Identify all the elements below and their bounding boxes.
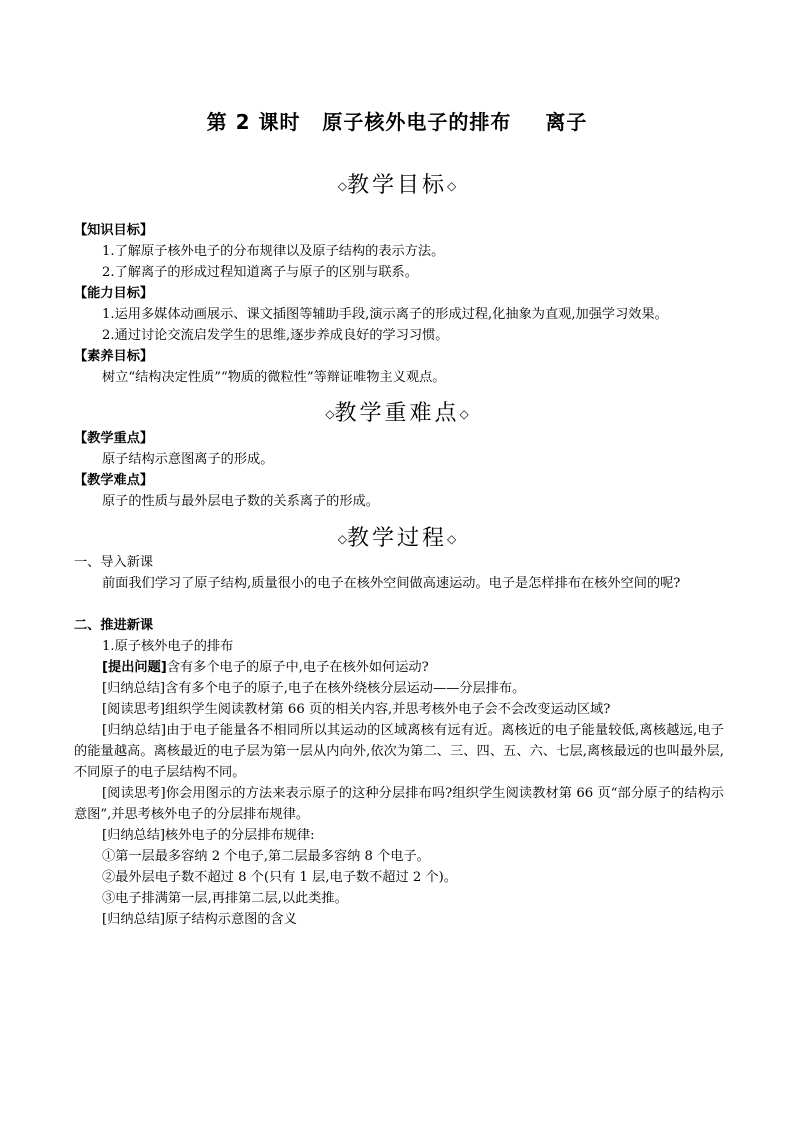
diamond-icon: ◇: [325, 407, 335, 421]
knowledge-goal-2: 2.了解离子的形成过程知道离子与原子的区别与联系。: [102, 265, 418, 280]
title-topic: 原子核外电子的排布: [322, 110, 512, 134]
literacy-goal-1: 树立“结构决定性质”“物质的微粒性”等辩证唯物主义观点。: [102, 370, 446, 385]
summary-4: [归纳总结]原子结构示意图的含义: [102, 912, 297, 927]
rule-1: ①第一层最多容纳 2 个电子,第二层最多容纳 8 个电子。: [102, 849, 430, 864]
diamond-icon: ◇: [447, 532, 457, 546]
section-heading-goals: ◇教学目标◇: [337, 173, 457, 198]
title-lesson-number: 第 2 课时: [206, 110, 301, 134]
knowledge-goals-heading: 【知识目标】: [74, 223, 154, 238]
rule-3: ③电子排满第一层,再排第二层,以此类推。: [102, 891, 348, 906]
part1-heading: 一、导入新课: [74, 555, 154, 570]
teaching-difficulty-text: 原子的性质与最外层电子数的关系离子的形成。: [102, 494, 379, 509]
reading-1: [阅读思考]组织学生阅读教材第 66 页的相关内容,并思考核外电子会不会改变运动区域?: [102, 702, 611, 717]
teaching-focus-text: 原子结构示意图离子的形成。: [102, 452, 274, 467]
section-heading-keypoints: ◇教学重难点◇: [325, 401, 469, 426]
summary-3: [归纳总结]核外电子的分层排布规律:: [102, 828, 315, 843]
section-heading-process: ◇教学过程◇: [337, 526, 457, 551]
ability-goal-1: 1.运用多媒体动画展示、课文插图等辅助手段,演示离子的形成过程,化抽象为直观,加强学习效果。: [102, 307, 668, 322]
diamond-icon: ◇: [337, 532, 347, 546]
literacy-goals-heading: 【素养目标】: [74, 349, 154, 364]
ability-goals-heading: 【能力目标】: [74, 286, 154, 301]
reading-2: [阅读思考]你会用图示的方法来表示原子的这种分层排布吗?组织学生阅读教材第 66 页“部分原子的结构示意图”,并思考核外电子的分层排布规律。: [74, 786, 724, 822]
summary-2: [归纳总结]由于电子能量各不相同所以其运动的区域离核有远有近。离核近的电子能量较低,离核越远,电子的能量越高。离核最近的电子层为第一层从内向外,依次为第二、三、四、五、六、七层,离核最远的也叫最外层,不同原子的电子层结构不同。: [74, 723, 724, 780]
lesson-title: [0, 106, 794, 135]
rule-2: ②最外层电子数不超过 8 个(只有 1 层,电子数不超过 2 个)。: [102, 870, 457, 885]
ability-goal-2: 2.通过讨论交流启发学生的思维,逐步养成良好的学习习惯。: [102, 328, 449, 343]
subsection-1-heading: 1.原子核外电子的排布: [102, 639, 234, 654]
part1-paragraph: 前面我们学习了原子结构,质量很小的电子在核外空间做高速运动。电子是怎样排布在核外空间的呢?: [102, 576, 681, 591]
diamond-icon: ◇: [337, 179, 347, 193]
title-subtopic: 离子: [545, 110, 588, 134]
question-1: [提出问题]含有多个电子的原子中,电子在核外如何运动?: [102, 660, 429, 675]
part2-heading: 二、推进新课: [74, 618, 154, 633]
teaching-focus-heading: 【教学重点】: [74, 431, 154, 446]
teaching-difficulty-heading: 【教学难点】: [74, 473, 154, 488]
knowledge-goal-1: 1.了解原子核外电子的分布规律以及原子结构的表示方法。: [102, 244, 445, 259]
summary-1: [归纳总结]含有多个电子的原子,电子在核外绕核分层运动——分层排布。: [102, 681, 526, 696]
diamond-icon: ◇: [447, 179, 457, 193]
diamond-icon: ◇: [459, 407, 469, 421]
